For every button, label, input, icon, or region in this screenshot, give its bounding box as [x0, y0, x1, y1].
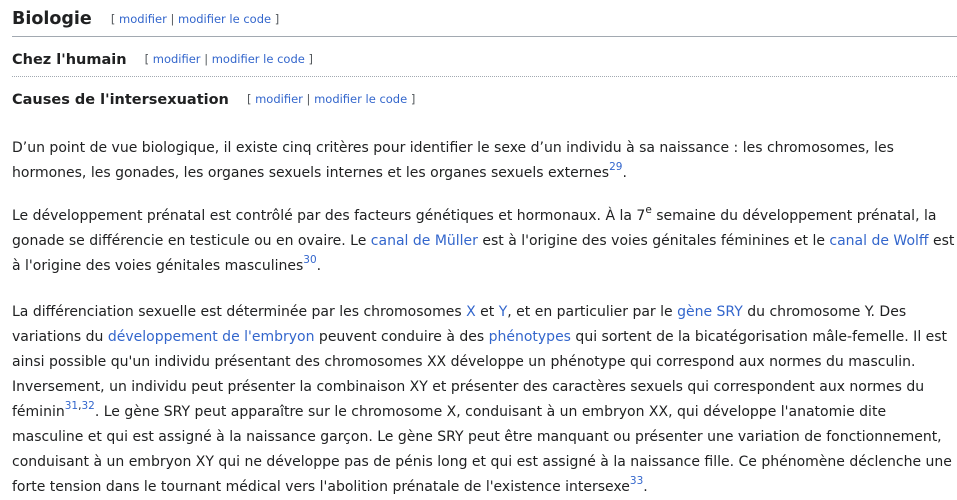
- references-31-32: 31,32: [64, 400, 95, 412]
- edit-link[interactable]: modifier: [152, 52, 201, 66]
- section-heading-biologie: [12, 9, 279, 29]
- section-title: Causes de l'intersexuation: [12, 92, 229, 108]
- reference-30[interactable]: 30: [303, 254, 317, 266]
- link-developpement-embryon[interactable]: développement de l'embryon: [107, 329, 315, 345]
- reference-32[interactable]: 32: [81, 400, 95, 412]
- edit-source-link[interactable]: modifier le code: [314, 92, 408, 106]
- edit-section-links: [ modifier | modifier le code ]: [144, 52, 313, 66]
- link-gene-sry[interactable]: gène SRY: [677, 304, 743, 320]
- link-chromosome-y[interactable]: Y: [498, 304, 508, 320]
- heading-divider: [12, 76, 957, 77]
- link-canal-de-wolff[interactable]: canal de Wolff: [829, 233, 929, 249]
- heading-divider: [12, 36, 957, 37]
- edit-section-links: [ modifier | modifier le code ]: [110, 12, 280, 26]
- edit-link[interactable]: modifier: [119, 12, 167, 26]
- reference-29[interactable]: 29: [609, 161, 623, 173]
- section-title: Chez l'humain: [12, 52, 127, 68]
- section-title: Biologie: [12, 9, 92, 29]
- edit-source-link[interactable]: modifier le code: [211, 52, 305, 66]
- paragraph-differenciation: La différenciation sexuelle est déterminée par les chromosomes X et Y, et en particulier par le gène SRY du chromosome Y. Des variations du développement de l'embryon peuvent conduire à des phénotypes qui sortent de la bicatégorisation mâle-femelle. Il est ainsi possible qu'un individu présentant des chromosomes XX développe un phénotype qui correspond aux normes du masculin. Inversement, un individu peut présenter la combinaison XY et présenter des caractères sexuels qui correspondent aux normes du féminin$^{31,32}$. Le gène SRY peut apparaître sur le chromosome X, conduisant à un embryon XX, qui développe l'anatomie dite masculine et qui est assigné à la naissance garçon. Le gène SRY peut être manquant ou présenter une variation de fonctionnement, conduisant à un embryon XY qui ne développe pas de pénis long et qui est assigné à la naissance fille. Ce phénomène déclenche une forte tension dans le tournant médical vers l'abolition prénatale de l'existence intersexe$^{33}$.: [12, 304, 952, 495]
- section-heading-chez-humain: [12, 52, 313, 68]
- edit-section-links: [ modifier | modifier le code ]: [246, 92, 416, 106]
- edit-source-link[interactable]: modifier le code: [178, 12, 272, 26]
- edit-link[interactable]: modifier: [255, 92, 303, 106]
- superscript-e: e: [645, 204, 652, 216]
- section-heading-causes: [12, 92, 415, 108]
- paragraph-criteres: D’un point de vue biologique, il existe cinq critères pour identifier le sexe d’un individu à sa naissance : les chromosomes, les hormones, les gonades, les organes sexuels internes et les organes sexuels externes$^{29}$.: [12, 140, 894, 181]
- link-canal-de-muller[interactable]: canal de Müller: [370, 233, 478, 249]
- reference-31[interactable]: 31: [64, 400, 79, 412]
- link-chromosome-x[interactable]: X: [466, 304, 476, 320]
- reference-33[interactable]: 33: [629, 475, 644, 487]
- paragraph-developpement: Le développement prénatal est contrôlé par des facteurs génétiques et hormonaux. À la 7e semaine du développement prénatal, la gonade se différencie en testicule ou en ovaire. Le canal de Müller est à l'origine des voies génitales féminines et le canal de Wolff est à l'origine des voies génitales masculines$^{30}$.: [12, 204, 955, 274]
- link-phenotypes[interactable]: phénotypes: [488, 329, 571, 345]
